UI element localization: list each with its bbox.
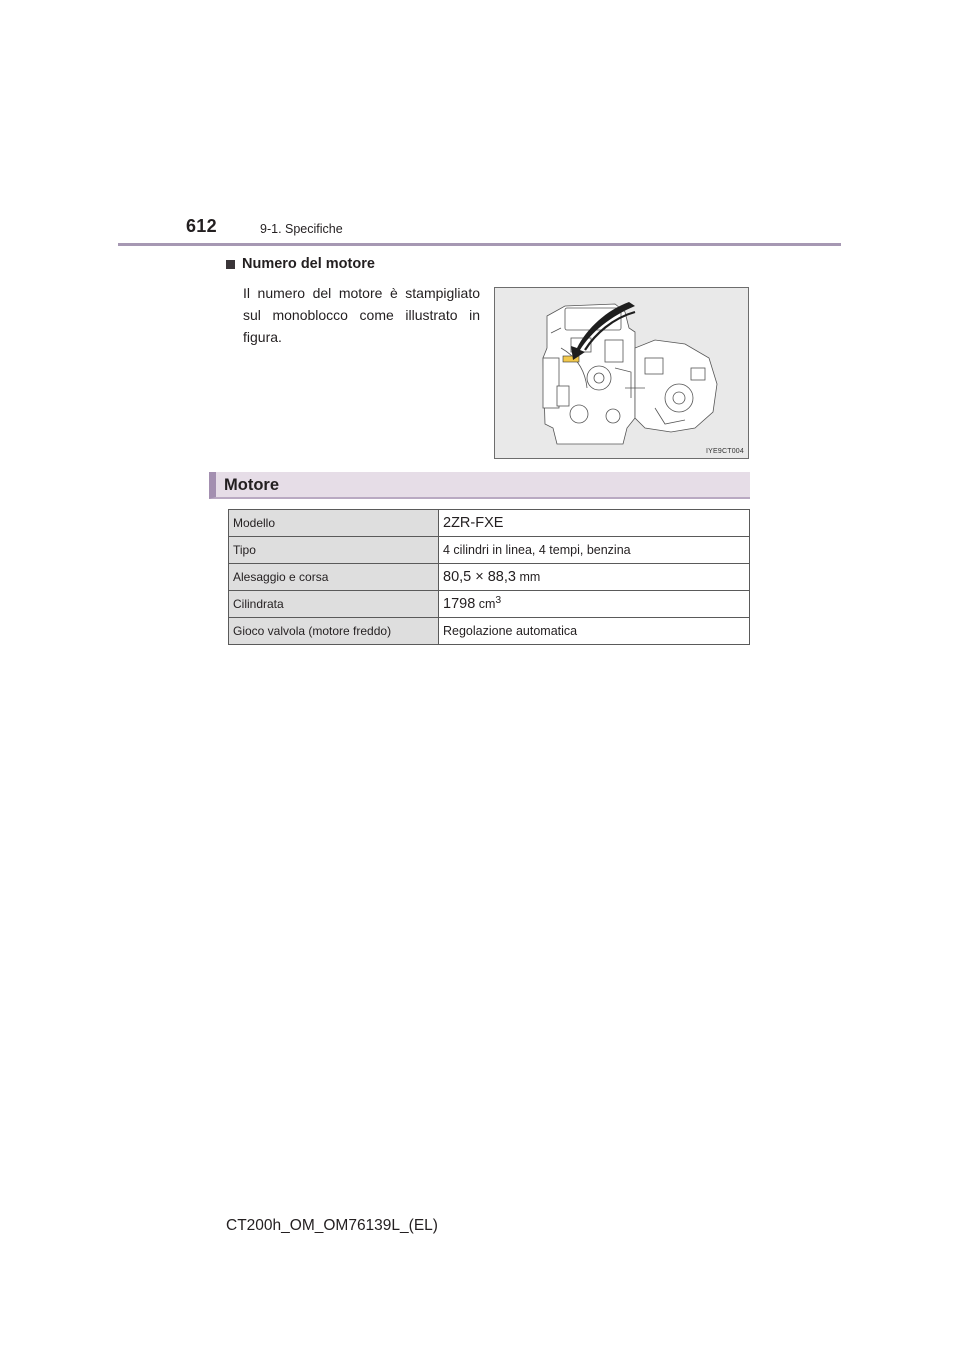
header-divider xyxy=(118,243,841,246)
engine-drawing xyxy=(495,288,748,458)
row-label: Tipo xyxy=(229,537,439,564)
square-bullet-icon xyxy=(226,260,235,269)
table-row xyxy=(229,618,750,645)
figure-code: IYE9CT004 xyxy=(706,448,744,455)
engine-illustration xyxy=(494,287,749,459)
bore-stroke-value: 80,5 × 88,3 xyxy=(443,569,516,585)
displacement-unit-exponent: 3 xyxy=(495,595,502,607)
row-label: Alesaggio e corsa xyxy=(229,564,439,591)
engine-table-heading xyxy=(209,472,750,499)
row-value: 4 cilindri in linea, 4 tempi, benzina xyxy=(439,537,750,564)
row-value xyxy=(439,591,750,618)
table-row xyxy=(229,537,750,564)
row-label: Gioco valvola (motore freddo) xyxy=(229,618,439,645)
row-value: Regolazione automatica xyxy=(439,618,750,645)
page-number: 612 xyxy=(186,216,217,236)
engine-table-heading-text: Motore xyxy=(224,476,279,494)
document-code: CT200h_OM_OM76139L_(EL) xyxy=(226,1217,438,1234)
engine-number-description: Il numero del motore è stampigliato sul monoblocco come illustrato in figura. xyxy=(243,285,480,345)
engine-spec-table xyxy=(228,509,750,645)
row-label: Modello xyxy=(229,510,439,537)
table-row xyxy=(229,591,750,618)
section-title: 9-1. Specifiche xyxy=(260,222,343,236)
table-row xyxy=(229,564,750,591)
displacement-unit: cm xyxy=(478,597,496,612)
engine-number-heading xyxy=(226,256,375,272)
engine-number-heading-text: Numero del motore xyxy=(242,256,375,272)
row-value xyxy=(439,564,750,591)
bore-stroke-unit: mm xyxy=(519,570,541,584)
table-row xyxy=(229,510,750,537)
row-label: Cilindrata xyxy=(229,591,439,618)
row-value: 2ZR-FXE xyxy=(439,510,750,537)
displacement-value: 1798 xyxy=(443,596,476,613)
